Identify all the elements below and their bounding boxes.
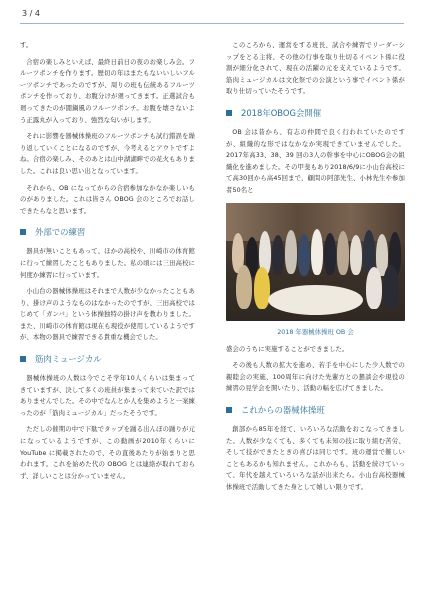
section-title: 2018年OBOG会開催 — [241, 107, 322, 118]
page-header — [20, 8, 404, 24]
paragraph: ただしの催期の中で下駄でタップを踊る出んぼの踊りが元になっているようですが、この動画が2010年くらいに YouTube に掲載されたので、その直後あたりが始まりと思われます。これを始めた代の OBOG とは連絡が取れておらず、詳しいことは分かっていません。 — [20, 426, 195, 480]
paragraph: それから、OB になってからの合宿参加なかなか楽しいものがありました。これは皆さん OBOG 会のところでお話しできたらなと思います。 — [20, 184, 195, 215]
photo-figure — [383, 265, 399, 309]
square-bullet-icon — [20, 229, 26, 235]
photo-figure — [311, 229, 323, 275]
section-title: 外部での練習 — [35, 227, 86, 238]
paragraph: 創部から85年を経て、いろいろな活動をおこなってきました。人数が少なくても、多くても未知の技に取り組む苦労、そして技ができたときの喜びは同じです。班の運営で難しいこともあるかも知れません。これからも、活動を続けていって、年代を越えていろいろな話が出来たら。小山台高校器械体操班で活動してきた身として嬉しい限りです。 — [226, 425, 405, 491]
group-photo — [226, 203, 405, 321]
section-heading — [226, 107, 405, 119]
section-title: 筋肉ミュージカル — [35, 354, 102, 365]
paragraph: その後も人数の拡大を進め、若手を中心にした少人数での親睦会の実施、100周年に向けた先輩方との懇談会や現役の練習の見学会を開いたり、活動の幅を広げてきました。 — [226, 362, 405, 393]
right-column — [226, 40, 405, 498]
section-title: これからの器械体操班 — [241, 404, 325, 415]
section-heading — [226, 404, 405, 416]
paragraph: 小山台の器械体操班はそれまで人数が少なかったこともあり、掛け声のようなものはなかったのですが、三田高校ではじめて「ガンバ」という体操独特の掛け声を教わりました。また、川崎市の体育館は現在も現役が使用しているようですが、本物の器具で練習できる貴重な機会でした。 — [20, 288, 195, 342]
paragraph: 合宿の楽しみといえば、最終日前日の夜のお楽しみ会。フルーツポンチを作ります。歴切の年はまたもないいしいフルーツポンチであったのですが、周りの班も伝統あるフルーツポンチを作っており、お腹分けが廻ってきます。正選試合も廻ってきたのが闇鍋風のフルーツポンチ。お腹を壊さないよう正露丸が入っており、強烈な匂いがします。 — [20, 58, 195, 124]
page-number: 3 / 4 — [22, 9, 40, 18]
section-heading — [20, 353, 195, 365]
photo-figure — [272, 235, 284, 275]
paragraph: それに影響を器械体操班のフルーツポンチも試行錯誤を繰り返していくことになるのですが、今考えるとアウトですよね。合宿の楽しみ、そのあとは山中湖湖畔での花火もありました。これは良い思い出となっています。 — [20, 133, 195, 175]
section-heading — [20, 226, 195, 238]
photo-figure — [350, 235, 362, 275]
paragraph: 器械体操班の人数は今でこそ学年10人くらいは集まってきていますが、決して多くの班員が集まって来ていた訳ではありませんでした。その中でなんとか人を集めようと一案練ったのが「筋肉ミュージカル」だったそうです。 — [20, 375, 195, 417]
photo-figure — [366, 267, 382, 309]
photo-figure — [337, 231, 349, 275]
paragraph: このころから、運営をする班長、試合や練習でリーダーシップをとる主将、その他の行事を取り仕切るイベント係に役割が細分化されて、現在の活躍の元を支えているようです。筋肉ミュージカルは文化祭での公演という事でイベント係が取り仕切っていたそうです。 — [226, 42, 405, 96]
photo-figure — [298, 234, 310, 276]
photo-caption: 2018 年器械体操班 OB 会 — [277, 327, 354, 336]
paragraph: す。 — [20, 42, 33, 49]
square-bullet-icon — [226, 110, 232, 116]
paragraph: 器具が無いこともあって、ほかの高校や、川崎市の体育館に行って練習したこともありました。私の頃には三田高校に何度か練習に行っています。 — [20, 248, 195, 279]
photo-figure — [285, 230, 297, 274]
left-column — [20, 40, 195, 487]
photo-figure — [324, 233, 336, 275]
square-bullet-icon — [20, 356, 26, 362]
photo-figure — [236, 265, 252, 309]
paragraph: OB 会は昔から、有志の仲間で良く行われていたのですが、組織的な形ではなかなか実現できていませんでした。2017年高33、38、39 回の3人の幹事を中心にOBOG会の組織化を進めました。その甲斐もあり2018/6/9に小山台高校にて高30回から高45回まで、顧問の阿部先生、小林先生や参加者50名と — [226, 128, 405, 194]
photo-table — [268, 285, 363, 315]
paragraph: 盛会のうちに実施することができました。 — [226, 345, 349, 353]
square-bullet-icon — [226, 407, 232, 413]
